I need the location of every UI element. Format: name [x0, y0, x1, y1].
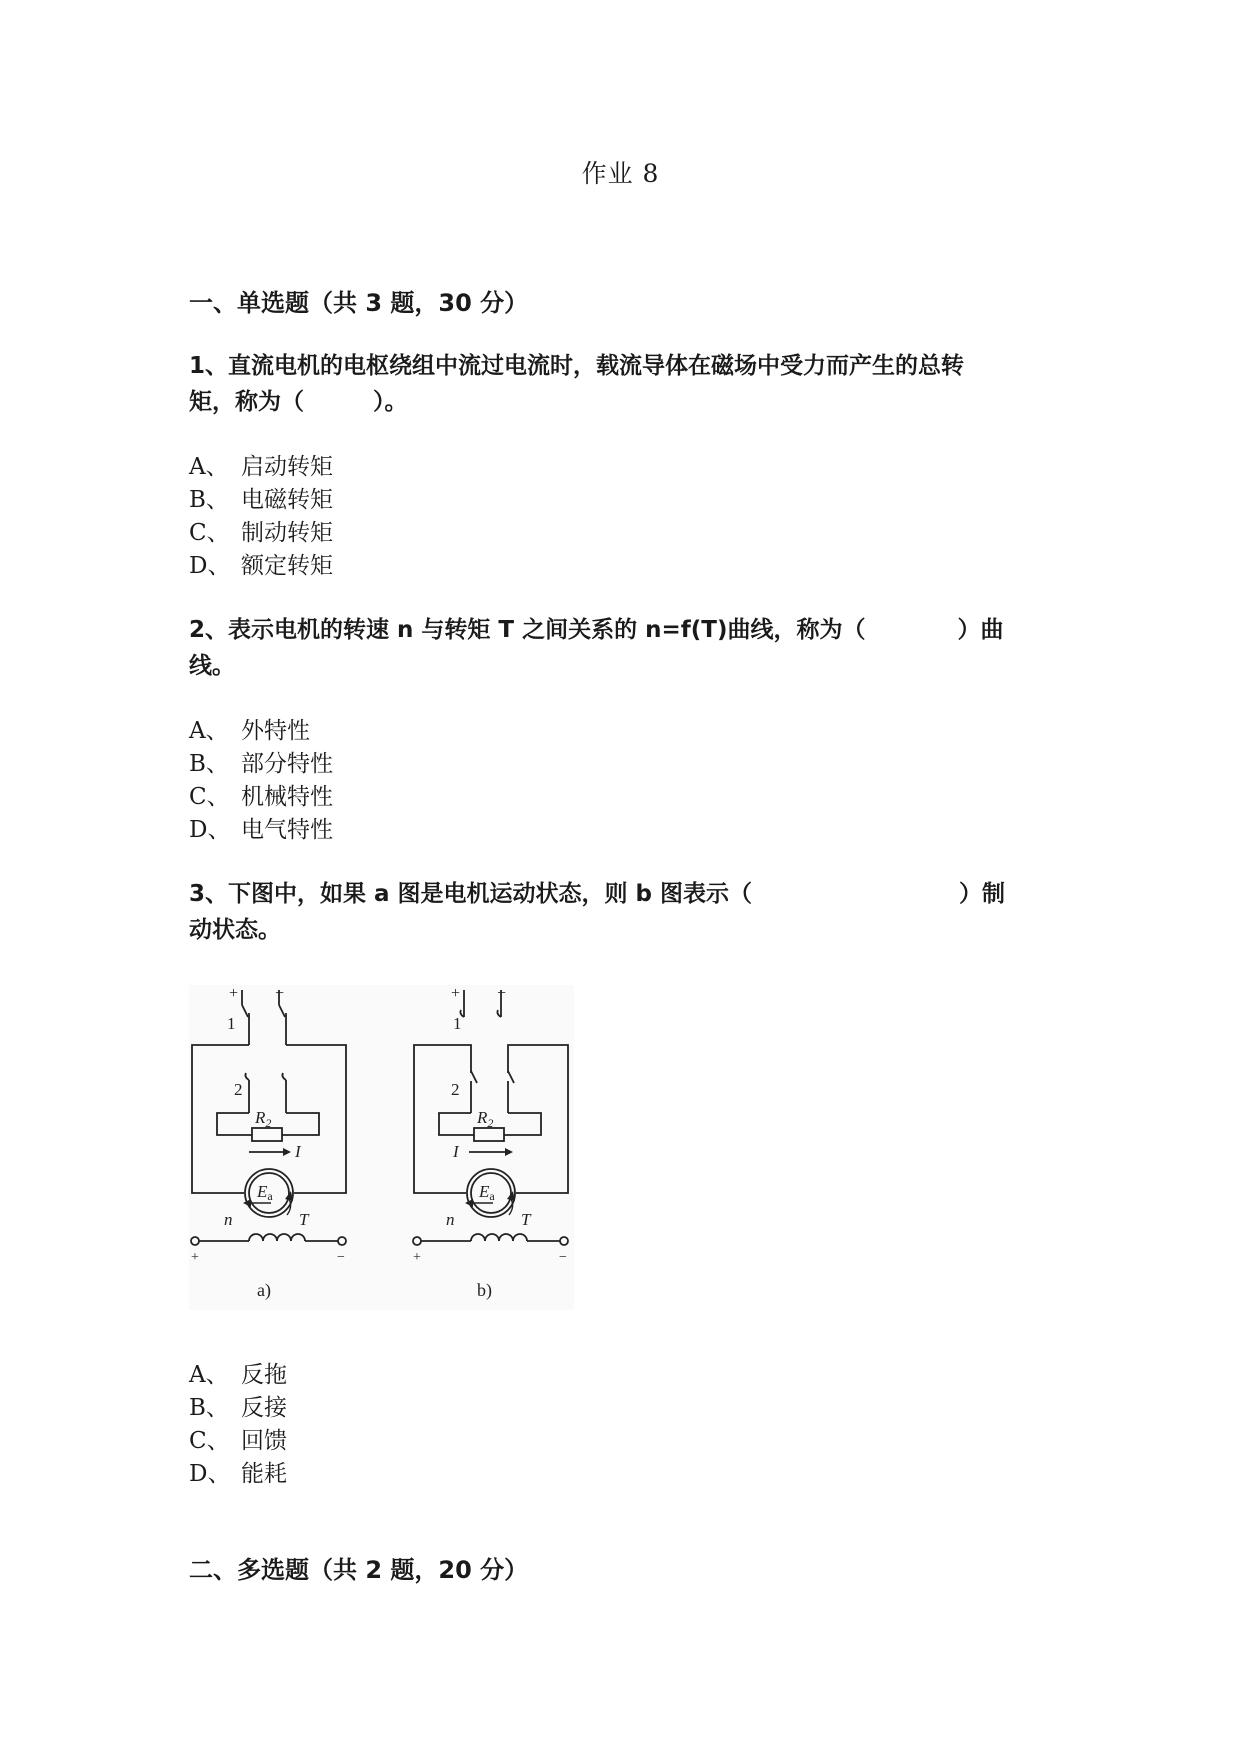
option-letter: C、 [189, 784, 230, 810]
field-plus-label: + [191, 1250, 199, 1265]
question-2-options [189, 715, 333, 847]
question-3-line-2: 动状态。 [189, 917, 281, 943]
option-1d[interactable] [189, 550, 333, 583]
switch-1-label: 1 [453, 1014, 462, 1033]
option-text: 电磁转矩 [241, 487, 333, 513]
option-text: 机械特性 [241, 784, 333, 810]
option-1b[interactable] [189, 484, 333, 517]
option-text: 部分特性 [241, 751, 333, 777]
option-text: 电气特性 [241, 817, 333, 843]
option-letter: C、 [189, 1428, 230, 1454]
option-3b[interactable] [189, 1392, 287, 1425]
question-1-line-2: 矩，称为（ ）。 [189, 389, 408, 415]
document-title: 作业 8 [581, 159, 660, 188]
option-text: 回馈 [241, 1428, 287, 1454]
switch-2-label: 2 [234, 1080, 243, 1099]
option-1a[interactable] [189, 451, 333, 484]
speed-label: n [224, 1210, 233, 1229]
current-label: I [453, 1142, 459, 1161]
option-3c[interactable] [189, 1425, 287, 1458]
option-letter: C、 [189, 520, 230, 546]
question-2-line-1: 2、表示电机的转速 n 与转矩 T 之间关系的 n=f(T)曲线，称为（ ）曲 [189, 617, 1004, 643]
option-letter: A、 [189, 1362, 229, 1388]
option-text: 反拖 [241, 1362, 287, 1388]
question-1-options [189, 451, 333, 583]
torque-label: T [521, 1210, 531, 1229]
plus-terminal-label: + [451, 985, 461, 1002]
torque-label: T [299, 1210, 309, 1229]
option-3d[interactable] [189, 1458, 287, 1491]
switch-2-label: 2 [451, 1080, 460, 1099]
option-text: 制动转矩 [241, 520, 333, 546]
option-letter: A、 [189, 454, 229, 480]
question-2-line-2: 线。 [189, 653, 235, 679]
option-letter: B、 [189, 1395, 229, 1421]
option-letter: B、 [189, 751, 229, 777]
field-minus-label: − [559, 1250, 567, 1265]
option-2b[interactable] [189, 748, 333, 781]
resistor-label: $R_2$ [255, 1108, 272, 1130]
circuit-figure [189, 985, 574, 1310]
question-3 [189, 876, 1059, 948]
plus-terminal-label: + [229, 985, 239, 1002]
option-letter: D、 [189, 1461, 231, 1487]
option-3a[interactable] [189, 1359, 287, 1392]
question-3-options [189, 1359, 287, 1491]
option-text: 外特性 [241, 718, 310, 744]
diagram-a-caption: a) [257, 1280, 271, 1300]
option-letter: B、 [189, 487, 229, 513]
option-1c[interactable] [189, 517, 333, 550]
switch-1-label: 1 [227, 1014, 236, 1033]
option-text: 启动转矩 [241, 454, 333, 480]
question-2 [189, 612, 1059, 684]
current-label: I [295, 1142, 301, 1161]
diagram-b-caption: b) [477, 1280, 492, 1300]
option-letter: A、 [189, 718, 229, 744]
minus-terminal-label: − [275, 985, 285, 1002]
section-heading-multiple-choice: 二、多选题（共 2 题，20 分） [189, 1556, 529, 1584]
option-2d[interactable] [189, 814, 333, 847]
option-text: 反接 [241, 1395, 287, 1421]
question-3-line-1: 3、下图中，如果 a 图是电机运动状态，则 b 图表示（ ）制 [189, 881, 1006, 907]
option-text: 额定转矩 [241, 553, 333, 579]
option-text: 能耗 [241, 1461, 287, 1487]
resistor-label: $R_2$ [477, 1108, 494, 1130]
option-2a[interactable] [189, 715, 333, 748]
speed-label: n [446, 1210, 455, 1229]
emf-label: Ea [257, 1182, 273, 1203]
field-plus-label: + [413, 1250, 421, 1265]
question-1-line-1: 1、直流电机的电枢绕组中流过电流时，载流导体在磁场中受力而产生的总转 [189, 353, 965, 379]
section-heading-single-choice: 一、单选题（共 3 题，30 分） [189, 289, 529, 317]
option-2c[interactable] [189, 781, 333, 814]
minus-terminal-label: − [497, 985, 507, 1002]
option-letter: D、 [189, 817, 231, 843]
option-letter: D、 [189, 553, 231, 579]
field-minus-label: − [337, 1250, 345, 1265]
emf-label: Ea [479, 1182, 495, 1203]
question-1 [189, 348, 1059, 420]
